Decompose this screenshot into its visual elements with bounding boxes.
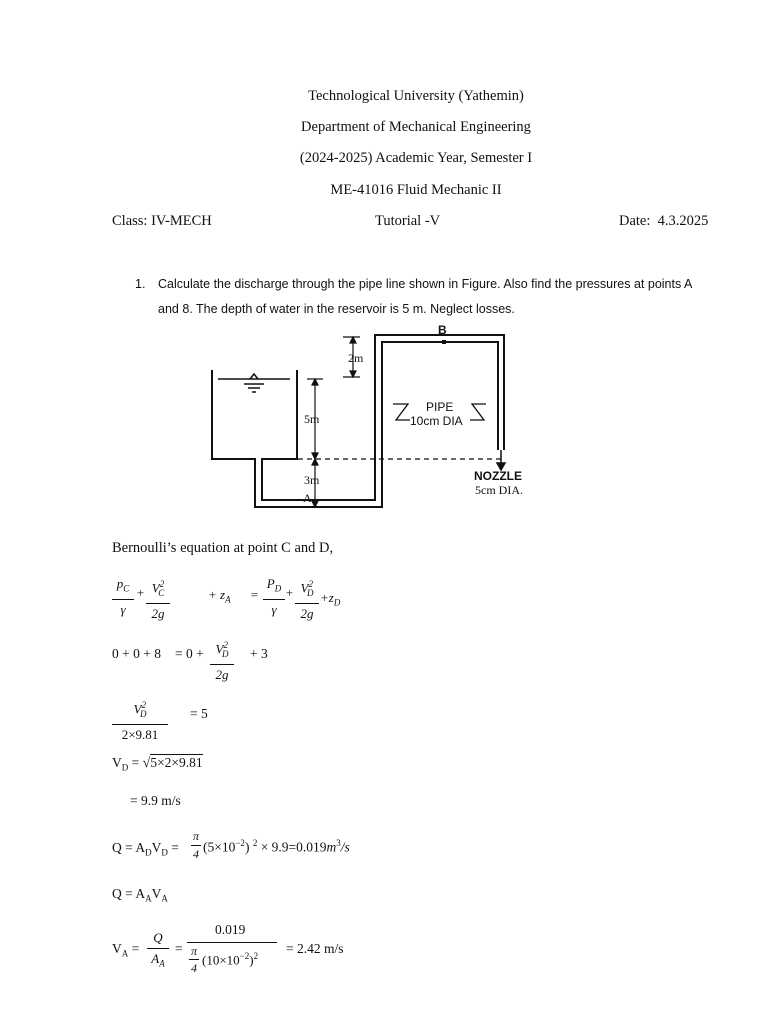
va-numerator: 0.019 [215,922,246,937]
eq1-vc-over-2g: $V^2_C$ 2g [146,575,170,623]
q1-pi-over-4: π 4 [192,829,199,861]
eq2-right: + 3 [250,646,268,661]
date-value: 4.3.2025 [657,213,709,229]
eq1-pc-over-gamma: $p_C$ γ [112,575,134,619]
pipe-dia-label: 10cm DIA [410,414,463,428]
eq1-zd: $+z_D$ [320,590,341,608]
vd-equation: $V_D = √5\times 2\times 9.81$ [112,755,203,773]
va-q-over-a: Q $A_A$ [147,929,169,973]
eq1-plus-2: + [285,585,294,600]
date-label: Date: [619,213,651,229]
water-surface-icon [218,374,290,392]
va-equals: = [175,941,183,956]
date-field [619,213,708,230]
point-a-label: A [303,491,312,505]
eq1-plus: + [136,585,145,600]
question-line-1: Calculate the discharge through the pipe line shown in Figure. Also find the pressures at points A [158,277,693,291]
nozzle-label: NOZZLE [474,469,522,483]
eq2-fraction: $V^2_D$ 2g [210,636,234,684]
class-label: Class: IV-MECH [112,213,212,229]
university-name: Technological University (Yathemin) [308,88,524,104]
eq3-right: = 5 [190,706,208,721]
dim-2m-label: 2m [348,351,364,365]
va-fraction-bar [187,942,277,943]
course-title: ME-41016 Fluid Mechanic II [330,182,502,198]
va-pi-over-4: π 4 [190,944,197,975]
bernoulli-intro: Bernoulli’s equation at point C and D, [112,540,334,556]
nozzle-dia-label: 5cm DIA. [475,483,523,497]
va-lhs: $V_A$ = [112,941,140,959]
eq1-vd-over-2g: $V^2_D$ 2g [295,575,319,623]
eq1-equals: = [250,587,259,602]
eq2-mid: = 0 + [175,646,204,661]
dim-5m-label: 5m [304,412,320,426]
point-b-label: B [438,323,447,337]
eq3-fraction: $V^2_D$ 2×9.81 [112,696,168,744]
q1-expression: $(5\times 10^{-2}) ^2 \times 9.9=0.019m^3/s$ [203,838,350,855]
department-name: Department of Mechanical Engineering [301,119,531,135]
eq1-za: + $z_A$ [208,587,231,605]
eq2-left: 0 + 0 + 8 [112,646,161,661]
point-b-marker [442,340,446,344]
question-line-2: and 8. The depth of water in the reservoir is 5 m. Neglect losses. [158,302,515,316]
va-result: = 2.42 m/s [286,941,344,956]
tutorial-label: Tutorial -V [375,213,441,229]
pipe-label: PIPE [426,400,454,414]
academic-year: (2024-2025) Academic Year, Semester I [299,150,533,166]
vd-result: = 9.9 m/s [130,793,181,808]
q2-equation: $Q = A_AV_A$ [112,886,168,904]
va-denominator: $(10\times 10^{-2})^2$ [202,951,259,968]
eq1-pd-over-gamma: $P_D$ γ [263,575,285,619]
pipeline-figure [200,322,560,517]
dim-3m-label: 3m [304,473,320,487]
nozzle-arrow-icon [497,450,505,470]
q1-lhs: $Q = A_DV_D$ = [112,840,179,858]
question-number: 1. [135,277,146,291]
